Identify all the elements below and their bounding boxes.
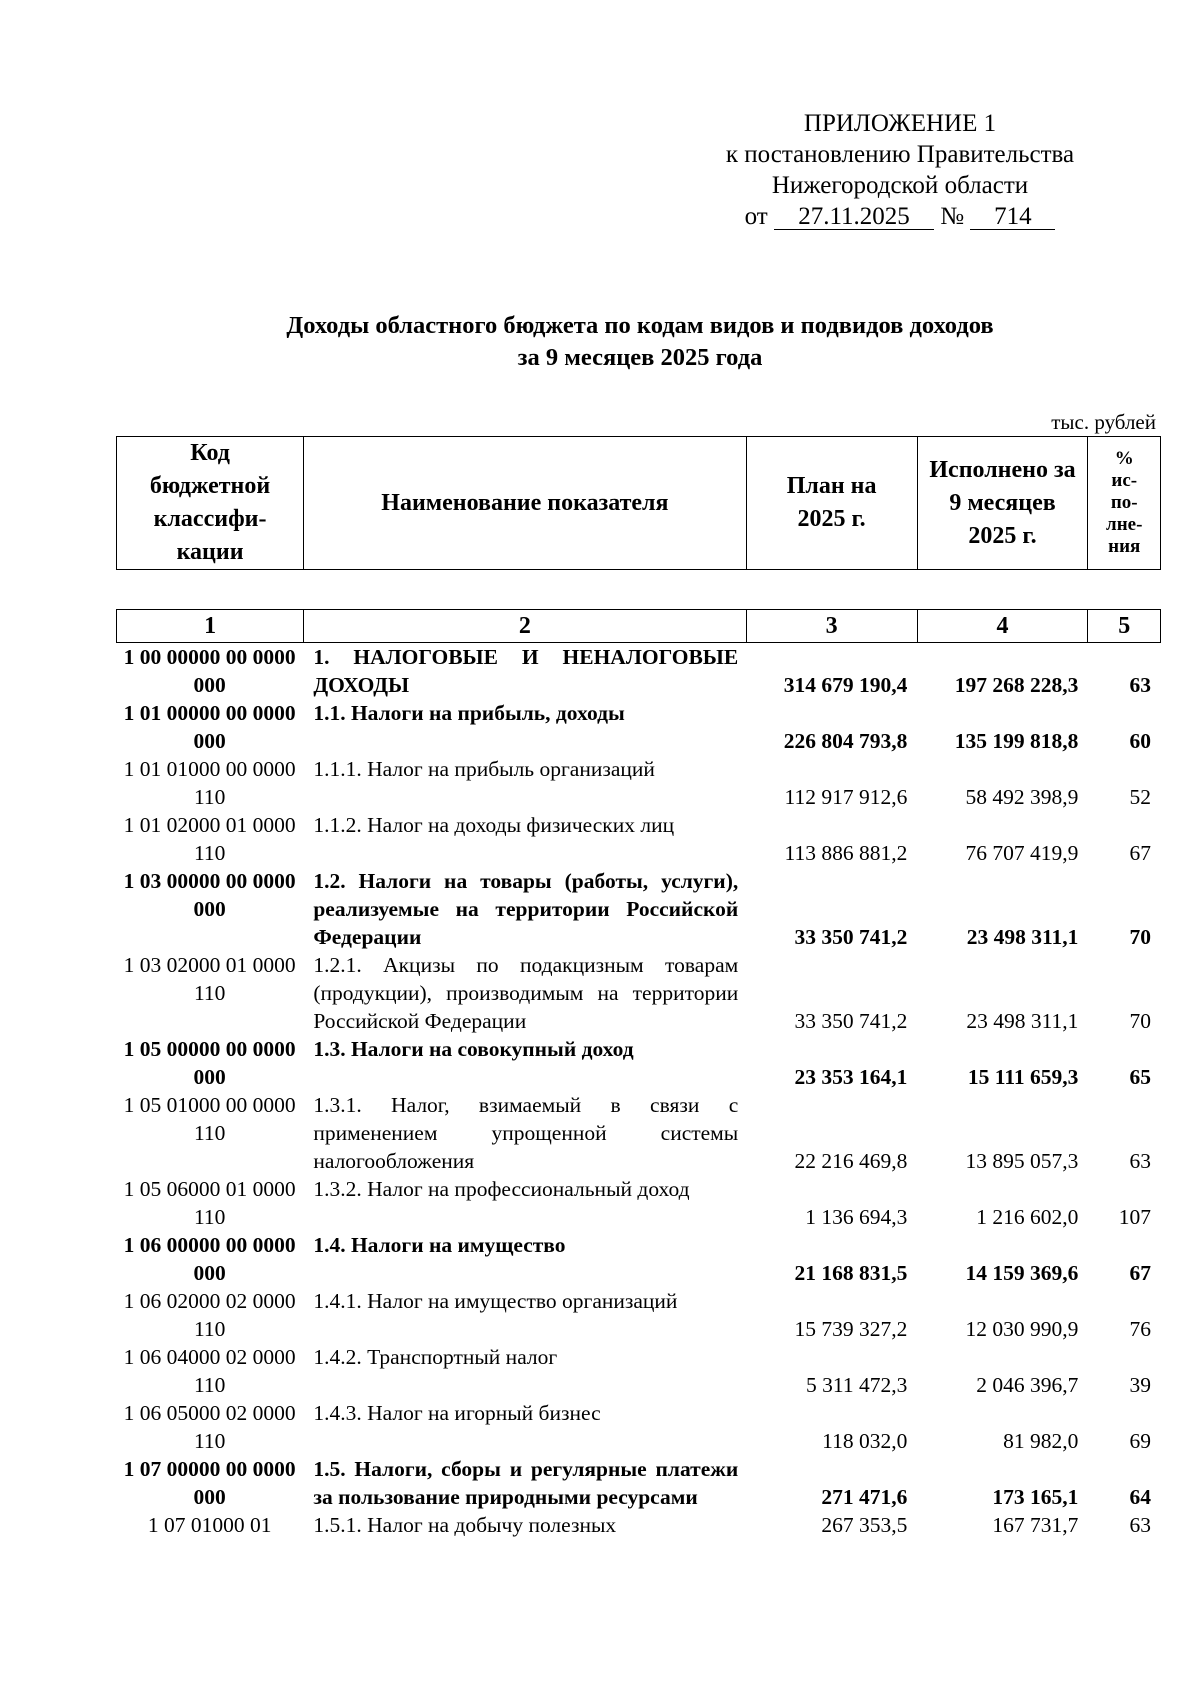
row-percent: 39 — [1129, 1373, 1151, 1397]
row-code: 1 05 01000 00 0000 110 — [123, 1093, 296, 1145]
income-table — [116, 643, 1161, 1539]
header-percent: % ис-по-лне-ния — [1088, 437, 1161, 570]
row-percent: 70 — [1129, 1009, 1151, 1033]
from-label: от — [744, 203, 768, 230]
row-plan: 118 032,0 — [822, 1429, 908, 1453]
row-executed: 23 498 311,1 — [966, 925, 1079, 949]
row-name: 1.3. Налоги на совокупный доход — [313, 1037, 634, 1061]
row-percent: 107 — [1118, 1205, 1151, 1229]
row-code: 1 07 01000 01 — [147, 1513, 272, 1537]
row-code: 1 07 00000 00 0000 000 — [123, 1457, 296, 1509]
row-percent: 52 — [1129, 785, 1151, 809]
title-line-1: Доходы областного бюджета по кодам видов и подвидов доходов — [286, 312, 994, 339]
table-row — [116, 643, 1161, 699]
row-executed: 14 159 369,6 — [965, 1261, 1079, 1285]
row-percent: 70 — [1129, 925, 1151, 949]
row-percent: 64 — [1129, 1485, 1151, 1509]
resolution-number: 714 — [970, 205, 1055, 230]
row-executed: 1 216 602,0 — [976, 1205, 1079, 1229]
row-executed: 81 982,0 — [1003, 1429, 1079, 1453]
row-percent: 76 — [1129, 1317, 1151, 1341]
row-percent: 63 — [1129, 1513, 1151, 1537]
row-executed: 135 199 818,8 — [954, 729, 1079, 753]
row-percent: 69 — [1129, 1429, 1151, 1453]
table-row — [116, 1231, 1161, 1287]
row-name: 1.4.3. Налог на игорный бизнес — [313, 1401, 601, 1425]
column-number: 1 — [117, 610, 304, 643]
row-code: 1 00 00000 00 0000 000 — [123, 645, 296, 697]
appendix-label: ПРИЛОЖЕНИЕ 1 — [803, 110, 997, 137]
header-plan: План на 2025 г. — [746, 437, 917, 570]
row-name: 1.3.1. Налог, взимаемый в связи с применением упрощенной системы налогообложения — [313, 1093, 739, 1173]
table-row — [116, 1175, 1161, 1231]
table-row — [116, 811, 1161, 867]
row-code: 1 05 00000 00 0000 000 — [123, 1037, 296, 1089]
row-executed: 58 492 398,9 — [965, 785, 1079, 809]
table-row — [116, 1035, 1161, 1091]
row-plan: 33 350 741,2 — [794, 1009, 908, 1033]
row-plan: 5 311 472,3 — [806, 1373, 908, 1397]
row-executed: 167 731,7 — [992, 1513, 1079, 1537]
row-code: 1 03 00000 00 0000 000 — [123, 869, 296, 921]
column-number: 2 — [304, 610, 746, 643]
number-label: № — [940, 203, 965, 230]
row-code: 1 05 06000 01 0000 110 — [123, 1177, 296, 1229]
row-plan: 267 353,5 — [821, 1513, 908, 1537]
row-name: 1.1.2. Налог на доходы физических лиц — [313, 813, 675, 837]
row-code: 1 03 02000 01 0000 110 — [123, 953, 296, 1005]
table-row — [116, 755, 1161, 811]
document-header — [700, 108, 1100, 232]
table-row — [116, 1343, 1161, 1399]
row-name: 1.4.1. Налог на имущество организаций — [313, 1289, 678, 1313]
header-executed: Исполнено за 9 месяцев 2025 г. — [917, 437, 1088, 570]
row-name: 1.1. Налоги на прибыль, доходы — [313, 701, 625, 725]
row-executed: 23 498 311,1 — [966, 1009, 1079, 1033]
row-name: 1. НАЛОГОВЫЕ И НЕНАЛОГОВЫЕ ДОХОДЫ — [313, 645, 739, 697]
row-executed: 2 046 396,7 — [976, 1373, 1079, 1397]
row-plan: 15 739 327,2 — [794, 1317, 908, 1341]
row-code: 1 01 00000 00 0000 000 — [123, 701, 296, 753]
table-row — [116, 1091, 1161, 1175]
row-code: 1 06 00000 00 0000 000 — [123, 1233, 296, 1285]
resolution-date: 27.11.2025 — [774, 205, 934, 230]
column-numbers-row — [116, 609, 1161, 643]
row-plan: 112 917 912,6 — [784, 785, 908, 809]
table-row — [116, 951, 1161, 1035]
date-number-line — [700, 201, 1100, 232]
column-number: 4 — [917, 610, 1088, 643]
row-code: 1 01 01000 00 0000 110 — [123, 757, 296, 809]
row-name: 1.2.1. Акцизы по подакцизным товарам (продукции), производимым на территории Российской Федерации — [313, 953, 739, 1033]
row-plan: 22 216 469,8 — [794, 1149, 908, 1173]
row-name: 1.3.2. Налог на профессиональный доход — [313, 1177, 690, 1201]
header-name: Наименование показателя — [304, 437, 746, 570]
column-number: 3 — [746, 610, 917, 643]
row-name: 1.4.2. Транспортный налог — [313, 1345, 558, 1369]
table-row — [116, 699, 1161, 755]
row-executed: 13 895 057,3 — [965, 1149, 1079, 1173]
row-executed: 15 111 659,3 — [967, 1065, 1079, 1089]
header-code: Код бюджетной классифи-кации — [117, 437, 304, 570]
row-executed: 76 707 419,9 — [965, 841, 1079, 865]
row-percent: 67 — [1129, 1261, 1151, 1285]
row-name: 1.5. Налоги, сборы и регулярные платежи за пользование природными ресурсами — [313, 1457, 739, 1509]
row-code: 1 06 05000 02 0000 110 — [123, 1401, 296, 1453]
row-plan: 226 804 793,8 — [783, 729, 908, 753]
title-line-2: за 9 месяцев 2025 года — [517, 344, 763, 371]
row-name: 1.2. Налоги на товары (работы, услуги), реализуемые на территории Российской Федерации — [313, 869, 739, 949]
row-name: 1.4. Налоги на имущество — [313, 1233, 566, 1257]
table-header — [116, 436, 1161, 570]
row-executed: 173 165,1 — [992, 1485, 1079, 1509]
row-plan: 33 350 741,2 — [794, 925, 908, 949]
table-row — [116, 1287, 1161, 1343]
row-plan: 271 471,6 — [821, 1485, 908, 1509]
row-percent: 63 — [1129, 673, 1151, 697]
table-row — [116, 1399, 1161, 1455]
row-name: 1.1.1. Налог на прибыль организаций — [313, 757, 655, 781]
row-code: 1 01 02000 01 0000 110 — [123, 813, 296, 865]
resolution-label: к постановлению Правительства — [725, 141, 1075, 168]
column-number: 5 — [1088, 610, 1161, 643]
table-row — [116, 1455, 1161, 1511]
row-code: 1 06 04000 02 0000 110 — [123, 1345, 296, 1397]
row-plan: 113 886 881,2 — [784, 841, 908, 865]
row-plan: 21 168 831,5 — [794, 1261, 908, 1285]
table-row — [116, 867, 1161, 951]
row-executed: 197 268 228,3 — [954, 673, 1079, 697]
row-percent: 65 — [1129, 1065, 1151, 1089]
row-executed: 12 030 990,9 — [965, 1317, 1079, 1341]
row-percent: 60 — [1129, 729, 1151, 753]
row-plan: 314 679 190,4 — [783, 673, 908, 697]
region-label: Нижегородской области — [771, 172, 1029, 199]
document-title — [120, 310, 1160, 374]
units-label: тыс. рублей — [1051, 410, 1156, 434]
row-percent: 63 — [1129, 1149, 1151, 1173]
table-row — [116, 1511, 1161, 1539]
row-percent: 67 — [1129, 841, 1151, 865]
row-plan: 1 136 694,3 — [805, 1205, 908, 1229]
row-plan: 23 353 164,1 — [794, 1065, 908, 1089]
row-name: 1.5.1. Налог на добычу полезных — [313, 1513, 617, 1537]
row-code: 1 06 02000 02 0000 110 — [123, 1289, 296, 1341]
